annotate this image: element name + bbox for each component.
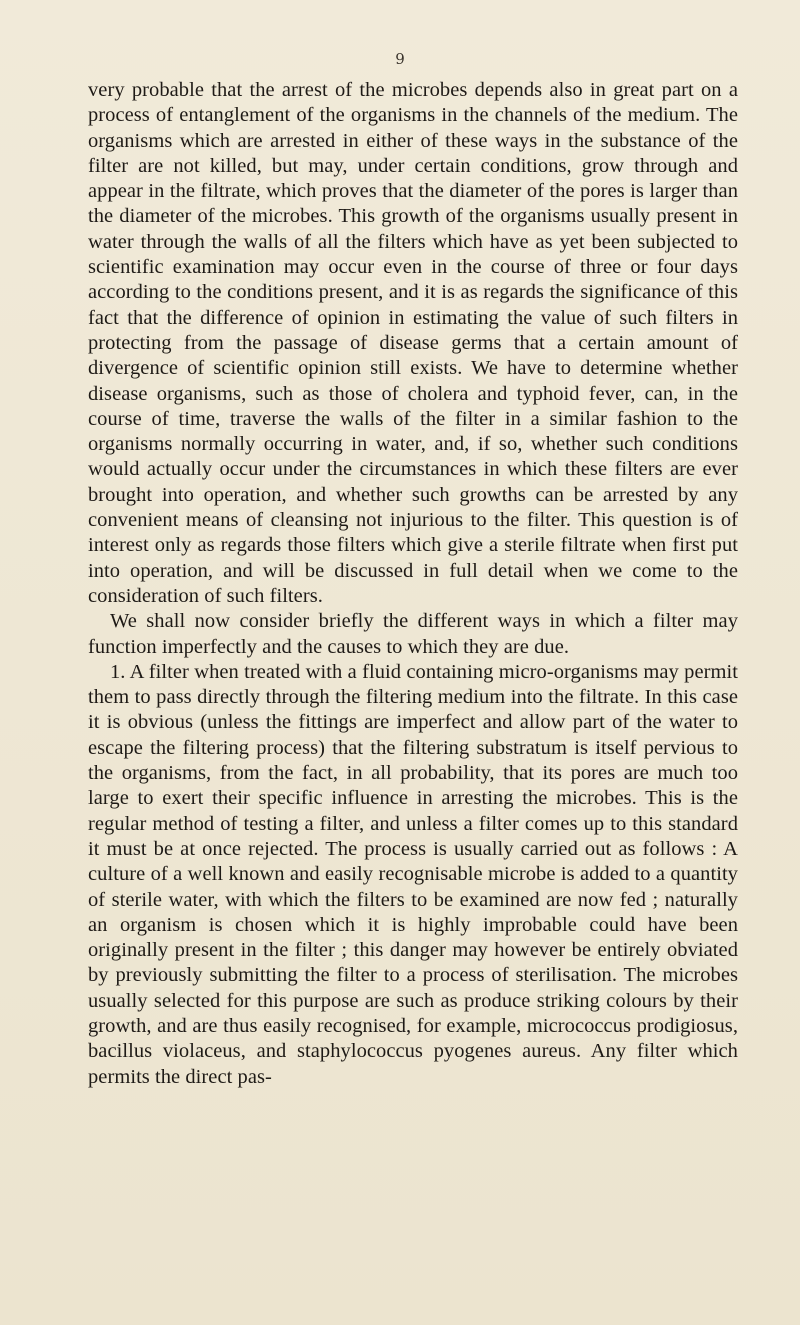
paragraph-point-one: 1. A filter when treated with a fluid containing micro-organisms may permit them to pass directly through the filtering medium into the filtrate. In this case it is obvious (unless the fittings are imperfect and allow part of the water to escape the filtering process) that the filtering substratum is itself pervious to the organisms, from the fact, in all probability, that its pores are much too large to exert their specific influence in arresting the microbes. This is the regular method of testing a filter, and unless a filter comes up to this standard it must be at once rejected. The process is usually carried out as follows : A culture of a well known and easily recognisable microbe is added to a quantity of sterile water, with which the filters to be examined are now fed ; naturally an organism is chosen which it is highly improbable could have been originally present in the filter ; this danger may however be entirely obviated by previously submitting the filter to a process of sterilisation. The microbes usually selected for this purpose are such as produce striking colours by their growth, and are thus easily recognised, for example, micrococcus prodigiosus, bacillus violaceus, and staphylococcus pyogenes aureus. Any filter which permits the direct pas- xyxy=(88,660,738,1088)
page-number: 9 xyxy=(395,50,405,68)
paragraph-intro-imperfect-function: We shall now consider briefly the different ways in which a filter may function imperfectly and the causes to which they are due. xyxy=(88,610,738,658)
body-text xyxy=(88,78,738,1090)
paragraph-continuation: very probable that the arrest of the microbes depends also in great part on a process of entanglement of the organisms in the channels of the medium. The organisms which are arrested in either of these ways in the substance of the filter are not killed, but may, under certain conditions, grow through and appear in the filtrate, which proves that the diameter of the pores is larger than the diameter of the microbes. This growth of the organisms usually present in water through the walls of all the filters which have as yet been subjected to scientific examination may occur even in the course of three or four days according to the conditions present, and it is as regards the significance of this fact that the difference of opinion in estimating the value of such filters in protecting from the passage of disease germs that a certain amount of divergence of scientific opinion still exists. We have to determine whether disease organisms, such as those of cholera and typhoid fever, can, in the course of time, traverse the walls of the filter in a similar fashion to the organisms normally occurring in water, and, if so, whether such conditions would actually occur under the circumstances in which these filters are ever brought into operation, and whether such growths can be arrested by any convenient means of cleansing not injurious to the filter. This question is of interest only as regards those filters which give a sterile filtrate when first put into operation, and will be discussed in full detail when we come to the consideration of such filters. xyxy=(88,79,738,607)
